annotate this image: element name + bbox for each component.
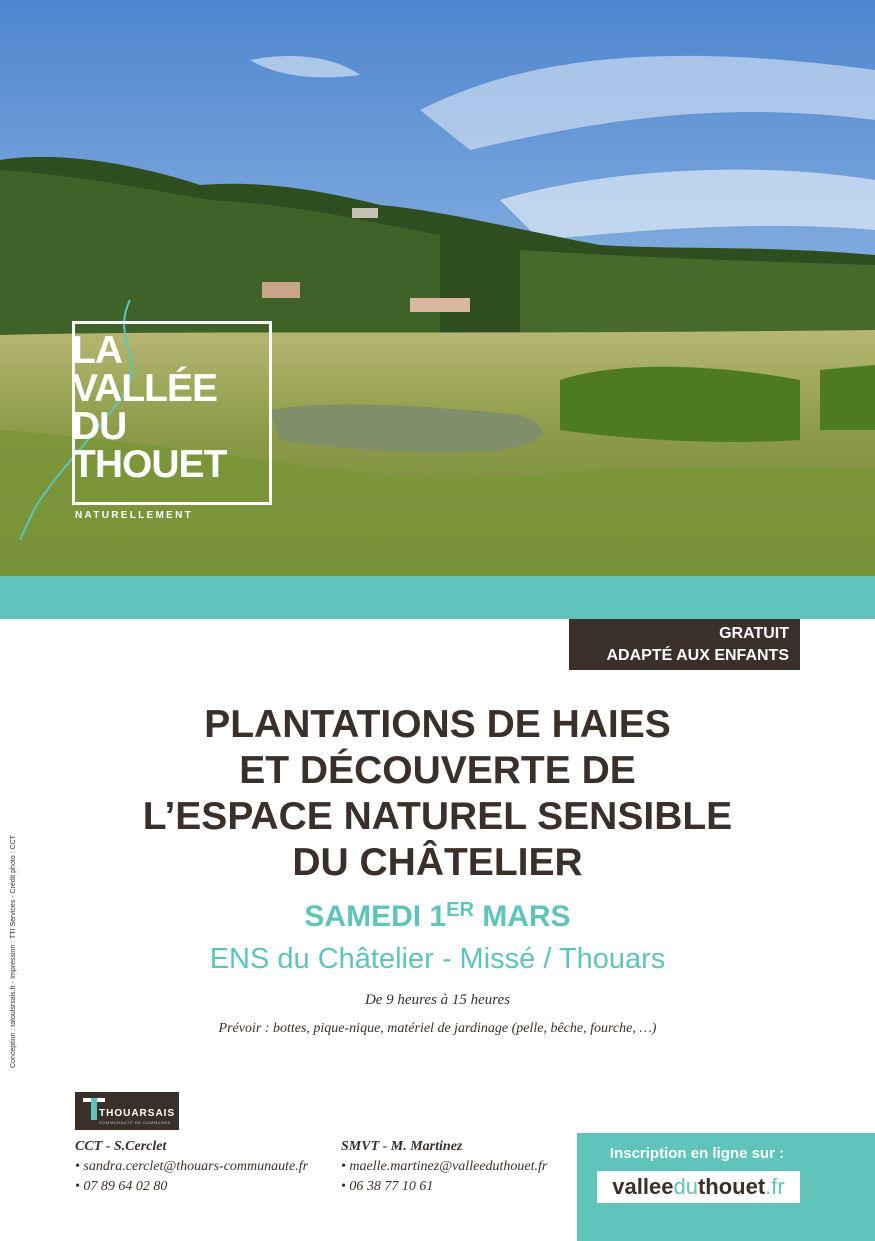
contact-email[interactable]: • maelle.martinez@valleeduthouet.fr: [341, 1159, 548, 1174]
date-suffix: MARS: [473, 900, 571, 933]
logo-tagline: NATURELLEMENT: [75, 510, 194, 521]
url-part-4: .fr: [765, 1174, 785, 1199]
logo-line-1: LA: [72, 329, 122, 372]
contact-phone[interactable]: • 06 38 77 10 61: [341, 1179, 434, 1194]
contact-cct: [75, 1137, 308, 1197]
contact-email[interactable]: • sandra.cerclet@thouars-communaute.fr: [75, 1159, 309, 1174]
badge-free: GRATUIT: [719, 625, 789, 642]
title-line-4: DU CHÂTELIER: [292, 841, 583, 884]
event-hours: De 9 heures à 15 heures: [364, 992, 511, 1008]
credits-vertical: Conception : tatoulsrsais.fr - Impression : TTI Services - Crédit photo : CCT: [10, 835, 17, 1068]
title-line-1: PLANTATIONS DE HAIES: [204, 703, 671, 746]
logo-line-3: DU: [72, 405, 127, 448]
contact-name: SMVT - M. Martinez: [341, 1139, 463, 1154]
teal-band: [0, 576, 875, 619]
url-part-2: du: [673, 1174, 698, 1199]
event-equipment: Prévoir : bottes, pique-nique, matériel de jardinage (pelle, bêche, fourche, …): [218, 1021, 657, 1036]
inscription-url-link[interactable]: [597, 1171, 800, 1203]
event-date: [60, 898, 815, 936]
event-title: [60, 702, 815, 886]
title-line-3: L’ESPACE NATUREL SENSIBLE: [142, 795, 733, 838]
contact-smvt: [341, 1137, 547, 1197]
inscription-label: Inscription en ligne sur :: [609, 1145, 785, 1162]
info-badge: [569, 619, 800, 670]
url-part-1: vallee: [612, 1174, 674, 1199]
thouarsais-logo: [75, 1092, 179, 1130]
date-prefix: SAMEDI 1: [304, 900, 447, 933]
logo-line-4: THOUET: [72, 443, 227, 486]
title-line-2: ET DÉCOUVERTE DE: [239, 749, 636, 792]
contact-name: CCT - S.Cerclet: [75, 1139, 167, 1154]
thouarsais-name: THOUARSAIS: [99, 1108, 176, 1119]
vallee-du-thouet-logo: [72, 321, 272, 531]
thouarsais-sub: COMMUNAUTÉ DE COMMUNES: [99, 1120, 171, 1125]
date-sup: ER: [446, 899, 474, 921]
logo-t-stem: [91, 1098, 97, 1120]
logo-line-2: VALLÉE: [72, 367, 217, 410]
inscription-panel: [577, 1133, 875, 1241]
event-location: ENS du Châtelier - Missé / Thouars: [209, 943, 666, 975]
badge-kids: ADAPTÉ AUX ENFANTS: [606, 647, 789, 664]
contact-phone[interactable]: • 07 89 64 02 80: [75, 1179, 168, 1194]
url-part-3: thouet: [697, 1174, 766, 1199]
